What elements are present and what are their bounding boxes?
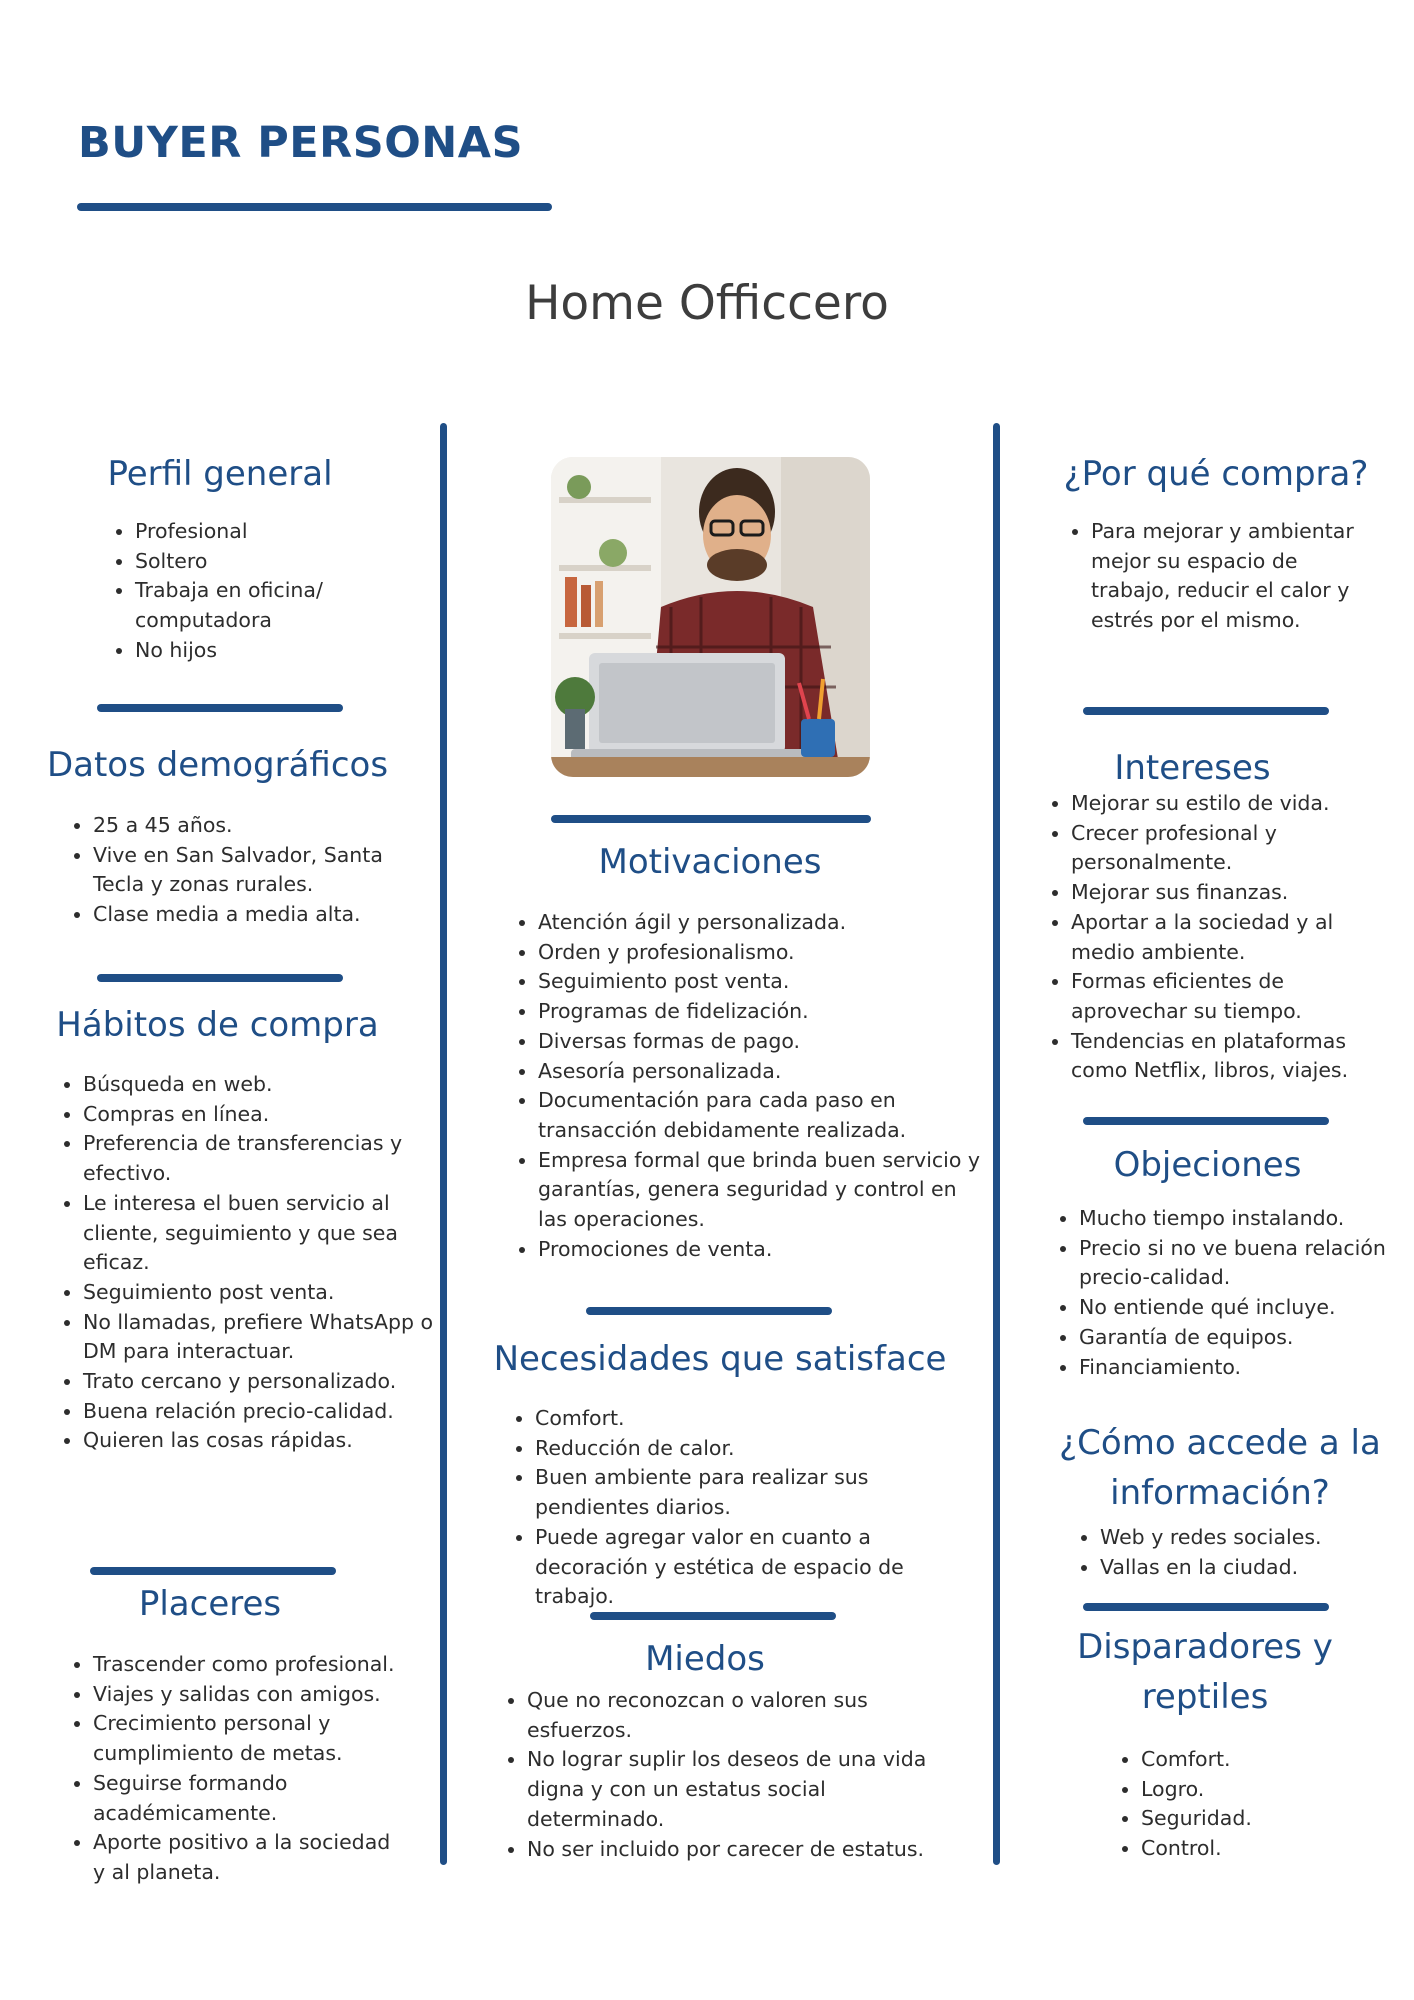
list-item: • Mucho tiempo instalando. <box>1079 1204 1399 1234</box>
list-item: • Vive en San Salvador, Santa Tecla y zonas rurales. <box>93 841 423 900</box>
habitos-compra-heading: Hábitos de compra <box>56 1005 379 1045</box>
list-item: • No llamadas, prefiere WhatsApp o DM para interactuar. <box>83 1308 438 1367</box>
list-item: • Que no reconozcan o valoren sus esfuerzos. <box>527 1686 947 1745</box>
list-item: • No lograr suplir los deseos de una vida digna y con un estatus social determinado. <box>527 1745 947 1834</box>
list-item: • Control. <box>1141 1834 1341 1864</box>
list-item: • Profesional <box>135 517 390 547</box>
persona-photo-illustration <box>551 457 870 777</box>
list-item: • Web y redes sociales. <box>1100 1523 1400 1553</box>
list-item: • Puede agregar valor en cuanto a decoración y estética de espacio de trabajo. <box>535 1523 983 1612</box>
disparadores-heading: Disparadores y reptiles <box>1077 1627 1333 1717</box>
perfil-general-list <box>113 517 390 666</box>
list-item: • Financiamiento. <box>1079 1353 1399 1383</box>
section-divider <box>551 815 871 823</box>
left-column-divider <box>440 423 447 1865</box>
list-item: • Programas de fidelización. <box>538 997 983 1027</box>
section-divider <box>586 1307 832 1315</box>
objeciones-heading: Objeciones <box>1113 1145 1302 1185</box>
list-item: • Crecimiento personal y cumplimiento de metas. <box>93 1709 403 1768</box>
objeciones-list <box>1057 1204 1399 1382</box>
intereses-list <box>1049 789 1401 1086</box>
list-item: • No hijos <box>135 636 390 666</box>
section-divider <box>1083 1117 1329 1125</box>
list-item: • Empresa formal que brinda buen servicio y garantías, genera seguridad y control en las operaciones. <box>538 1146 983 1235</box>
list-item: • Crecer profesional y personalmente. <box>1071 819 1401 878</box>
list-item: • Reducción de calor. <box>535 1434 983 1464</box>
necesidades-list <box>513 1404 983 1612</box>
list-item: • Asesoría personalizada. <box>538 1057 983 1087</box>
list-item: • Búsqueda en web. <box>83 1070 438 1100</box>
intereses-heading: Intereses <box>1114 748 1271 788</box>
list-item: • Mejorar sus finanzas. <box>1071 878 1401 908</box>
persona-photo <box>551 457 870 777</box>
motivaciones-list <box>516 908 983 1264</box>
section-divider <box>90 1567 336 1575</box>
list-item: • Comfort. <box>535 1404 983 1434</box>
list-item: • Clase media a media alta. <box>93 900 423 930</box>
placeres-heading: Placeres <box>138 1584 282 1624</box>
necesidades-heading: Necesidades que satisface <box>493 1339 947 1379</box>
placeres-list <box>71 1650 403 1888</box>
section-divider <box>97 974 343 982</box>
por-que-compra-list <box>1069 517 1381 636</box>
list-item: • Garantía de equipos. <box>1079 1323 1399 1353</box>
section-divider <box>590 1612 836 1620</box>
list-item: • Seguridad. <box>1141 1804 1341 1834</box>
list-item: • Viajes y salidas con amigos. <box>93 1680 403 1710</box>
list-item: • Formas eficientes de aprovechar su tiempo. <box>1071 967 1401 1026</box>
page-title: BUYER PERSONAS <box>78 118 524 168</box>
list-item: • Trascender como profesional. <box>93 1650 403 1680</box>
list-item: • Diversas formas de pago. <box>538 1027 983 1057</box>
section-divider <box>1083 707 1329 715</box>
list-item: • Seguimiento post venta. <box>538 967 983 997</box>
list-item: • Orden y profesionalismo. <box>538 938 983 968</box>
list-item: • No ser incluido por carecer de estatus. <box>527 1835 947 1865</box>
datos-demograficos-heading: Datos demográficos <box>46 745 389 785</box>
miedos-heading: Miedos <box>645 1639 765 1679</box>
list-item: • Logro. <box>1141 1775 1341 1805</box>
list-item: • Comfort. <box>1141 1745 1341 1775</box>
list-item: • Vallas en la ciudad. <box>1100 1553 1400 1583</box>
right-column-divider <box>993 423 1000 1865</box>
list-item: • Aportar a la sociedad y al medio ambiente. <box>1071 908 1401 967</box>
list-item: • Compras en línea. <box>83 1100 438 1130</box>
list-item: • Seguimiento post venta. <box>83 1278 438 1308</box>
list-item: • Precio si no ve buena relación precio-calidad. <box>1079 1234 1399 1293</box>
list-item: • Buen ambiente para realizar sus pendientes diarios. <box>535 1463 983 1522</box>
list-item: • Trabaja en oficina/ computadora <box>135 576 390 635</box>
list-item: • Le interesa el buen servicio al cliente, seguimiento y que sea eficaz. <box>83 1189 438 1278</box>
list-item: • No entiende qué incluye. <box>1079 1293 1399 1323</box>
miedos-list <box>505 1686 947 1864</box>
section-divider <box>97 704 343 712</box>
list-item: • Documentación para cada paso en transacción debidamente realizada. <box>538 1086 983 1145</box>
motivaciones-heading: Motivaciones <box>598 842 822 882</box>
list-item: • 25 a 45 años. <box>93 811 423 841</box>
list-item: • Para mejorar y ambientar mejor su espacio de trabajo, reducir el calor y estrés por el mismo. <box>1091 517 1381 636</box>
list-item: • Soltero <box>135 547 390 577</box>
list-item: • Atención ágil y personalizada. <box>538 908 983 938</box>
list-item: • Mejorar su estilo de vida. <box>1071 789 1401 819</box>
title-underline <box>77 203 552 211</box>
list-item: • Aporte positivo a la sociedad y al planeta. <box>93 1828 403 1887</box>
section-divider <box>1083 1603 1329 1611</box>
list-item: • Seguirse formando académicamente. <box>93 1769 403 1828</box>
acceso-informacion-list <box>1078 1523 1400 1582</box>
list-item: • Tendencias en plataformas como Netflix, libros, viajes. <box>1071 1027 1401 1086</box>
perfil-general-heading: Perfil general <box>107 454 333 494</box>
acceso-informacion-heading: ¿Cómo accede a la información? <box>1059 1423 1381 1513</box>
disparadores-list <box>1119 1745 1341 1864</box>
persona-name: Home Officcero <box>525 276 889 331</box>
list-item: • Buena relación precio-calidad. <box>83 1397 438 1427</box>
habitos-compra-list <box>61 1070 438 1456</box>
list-item: • Promociones de venta. <box>538 1235 983 1265</box>
list-item: • Preferencia de transferencias y efectivo. <box>83 1129 438 1188</box>
list-item: • Quieren las cosas rápidas. <box>83 1426 438 1456</box>
por-que-compra-heading: ¿Por qué compra? <box>1063 454 1369 494</box>
datos-demograficos-list <box>71 811 423 930</box>
list-item: • Trato cercano y personalizado. <box>83 1367 438 1397</box>
